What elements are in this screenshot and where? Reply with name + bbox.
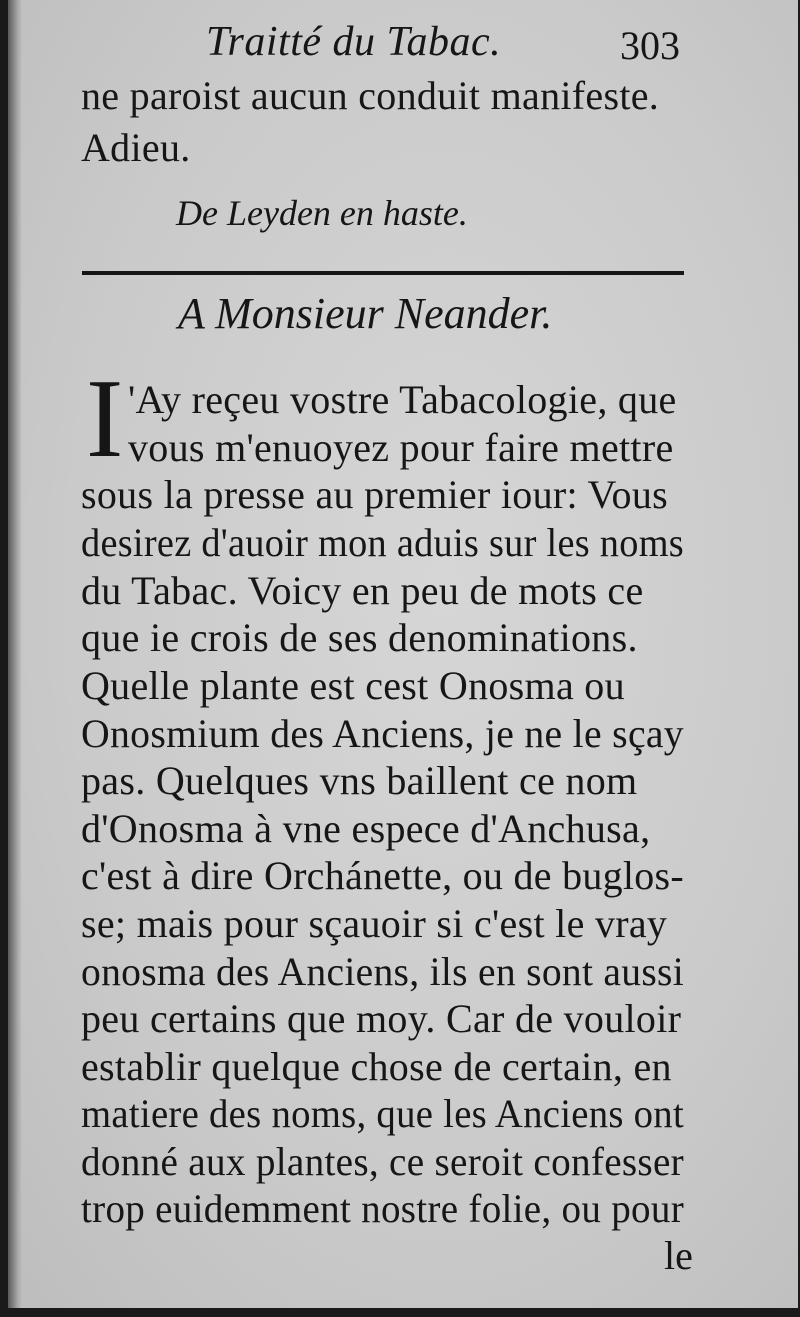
text-line: onosma des Anciens, ils en sont aussi (81, 949, 684, 994)
text-line: c'est à dire Orchánette, ou de buglos- (81, 853, 684, 898)
text-line: pas. Quelques vns baillent ce nom (81, 758, 638, 803)
section-divider (82, 271, 684, 275)
text-line: se; mais pour sçauoir si c'est le vray (81, 901, 668, 946)
text-line: peu certains que moy. Car de vouloir (81, 996, 682, 1041)
drop-cap: I (86, 357, 124, 481)
letter-place-signature: De Leyden en haste. (176, 193, 468, 233)
book-page (8, 0, 798, 1308)
text-line: d'Onosma à vne espece d'Anchusa, (81, 806, 651, 851)
text-line: trop euidemment nostre folie, ou pour (81, 1186, 684, 1231)
text-line: matiere des noms, que les Anciens ont (81, 1091, 685, 1136)
page-gutter-shadow (8, 0, 22, 1308)
text-line: du Tabac. Voicy en peu de mots ce (81, 568, 644, 613)
text-line: desirez d'auoir mon aduis sur les noms (81, 520, 684, 565)
text-line: donné aux plantes, ce seroit confesser (81, 1139, 685, 1184)
catchword: le (664, 1233, 693, 1278)
text-line: ne paroist aucun conduit manifeste. (81, 73, 660, 118)
page-number: 303 (620, 23, 680, 68)
text-line: 'Ay reçeu vostre Tabacologie, que (128, 377, 677, 422)
text-line: Onosmium des Anciens, je ne le sçay (81, 711, 684, 756)
text-line: vous m'enuoyez pour faire mettre (128, 425, 674, 470)
running-title: Traitté du Tabac. (206, 19, 502, 65)
text-line: sous la presse au premier iour: Vous (81, 472, 669, 517)
letter-addressee-heading: A Monsieur Neander. (178, 289, 553, 338)
text-line: Adieu. (81, 125, 191, 170)
text-line: establir quelque chose de certain, en (81, 1044, 672, 1089)
text-line: que ie crois de ses denominations. (81, 615, 638, 660)
text-line: Quelle plante est cest Onosma ou (81, 663, 625, 708)
